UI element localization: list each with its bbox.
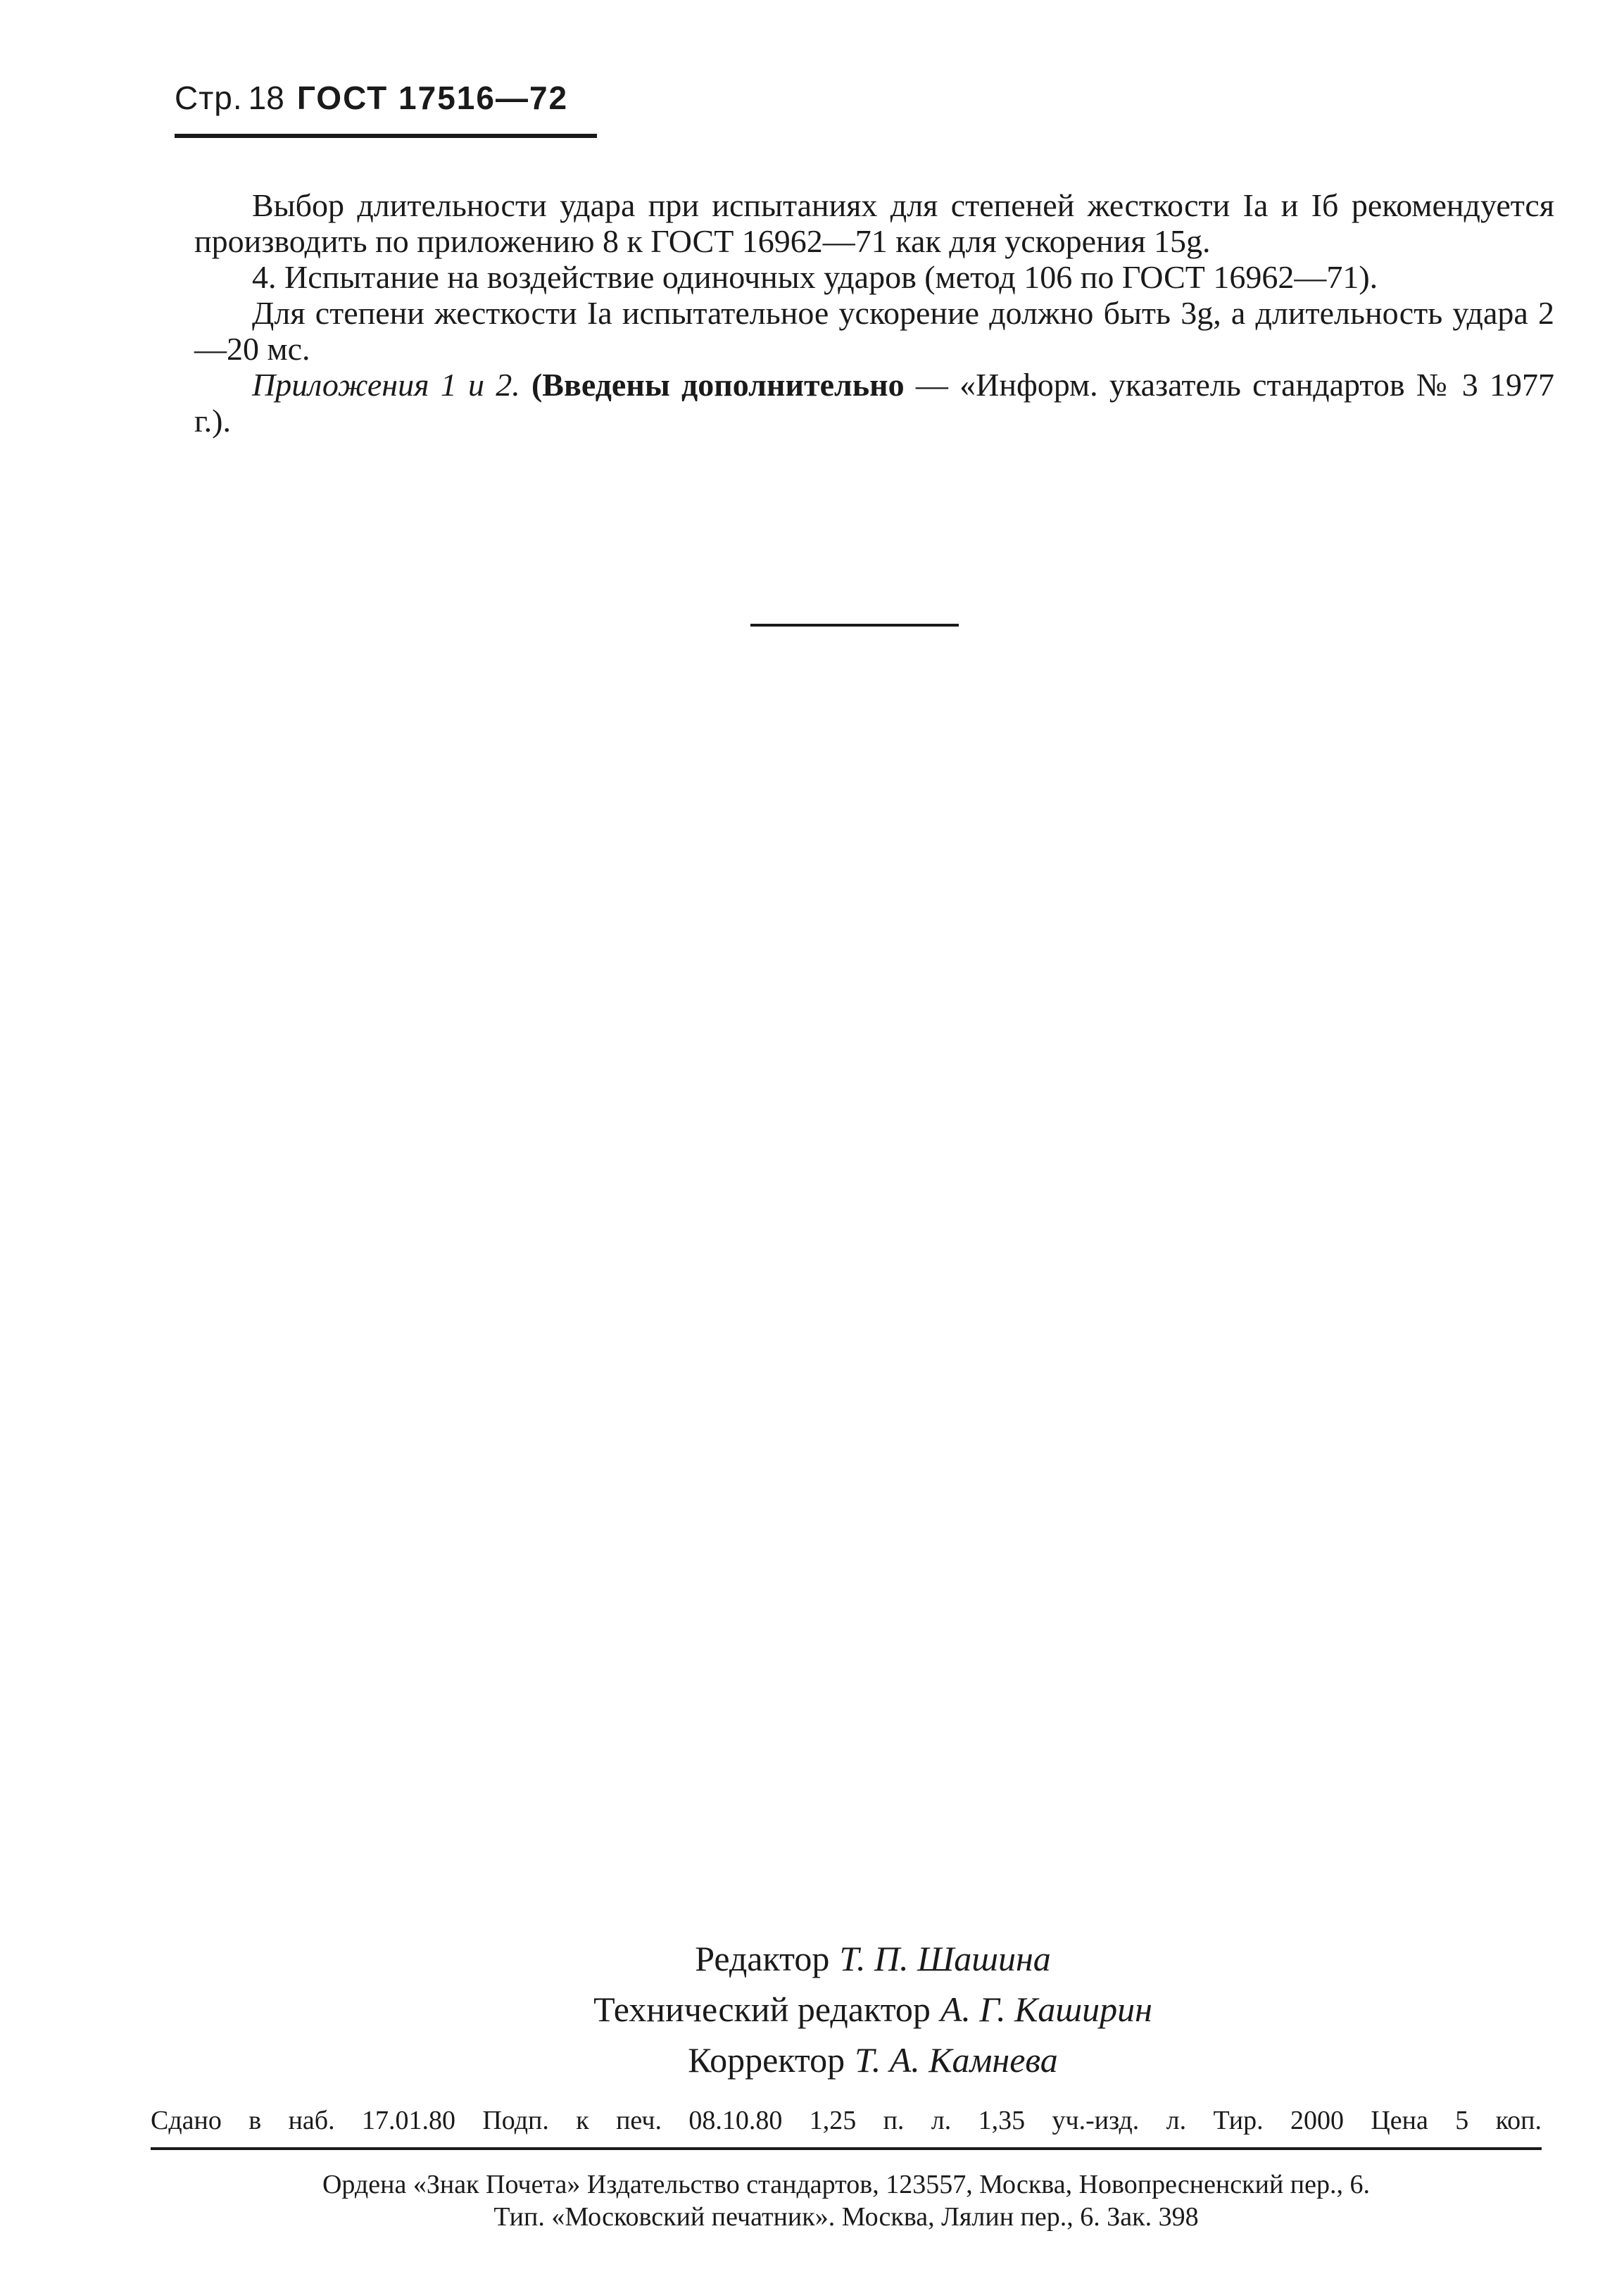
appendix-reference: Приложения 1 и 2. [252, 367, 520, 403]
amendment-note: (Введены дополнительно [531, 367, 905, 403]
amendment-source: — «Информ. указатель стандартов № 3 1977 г.). [194, 367, 1554, 439]
credit-proofreader [394, 2035, 1352, 2085]
section-divider [750, 624, 959, 627]
credit-name: Т. П. Шашина [839, 1939, 1051, 1978]
page-label: Стр. [175, 80, 243, 116]
credit-role: Корректор [688, 2040, 845, 2080]
imprint-publisher [151, 2168, 1542, 2233]
paragraph-shock-duration: Выбор длительности удара при испытаниях для степеней жесткости Iа и Iб рекомендуется производить по приложению 8 к ГОСТ 16962—71 как для ускорения 15g. [194, 187, 1554, 259]
publisher-line: Ордена «Знак Почета» Издательство стандартов, 123557, Москва, Новопресненский пер., 6. [322, 2170, 1370, 2199]
page-number: 18 [248, 80, 284, 116]
credit-name: Т. А. Камнева [855, 2040, 1058, 2080]
credit-role: Редактор [695, 1939, 830, 1978]
imprint-print-info: Сдано в наб. 17.01.80 Подп. к печ. 08.10.80 1,25 п. л. 1,35 уч.-изд. л. Тир. 2000 Цена 5 коп. [151, 2102, 1542, 2150]
credit-tech-editor [394, 1984, 1352, 2035]
credit-editor [394, 1933, 1352, 1984]
paragraph-appendix-note [194, 367, 1554, 439]
paragraph-single-shock-test: 4. Испытание на воздействие одиночных ударов (метод 106 по ГОСТ 16962—71). [252, 259, 1378, 295]
page-header [175, 79, 597, 138]
main-text [194, 187, 1554, 439]
credits [394, 1933, 1352, 2085]
credit-name: А. Г. Каширин [940, 1990, 1152, 2029]
paragraph-test-acceleration: Для степени жесткости Iа испытательное ускорение должно быть 3g, а длительность удара 2—20 мс. [194, 295, 1554, 367]
standard-designation: ГОСТ 17516—72 [296, 80, 569, 116]
printer-line: Тип. «Московский печатник». Москва, Лялин пер., 6. Зак. 398 [493, 2202, 1199, 2232]
credit-role: Технический редактор [593, 1990, 931, 2029]
